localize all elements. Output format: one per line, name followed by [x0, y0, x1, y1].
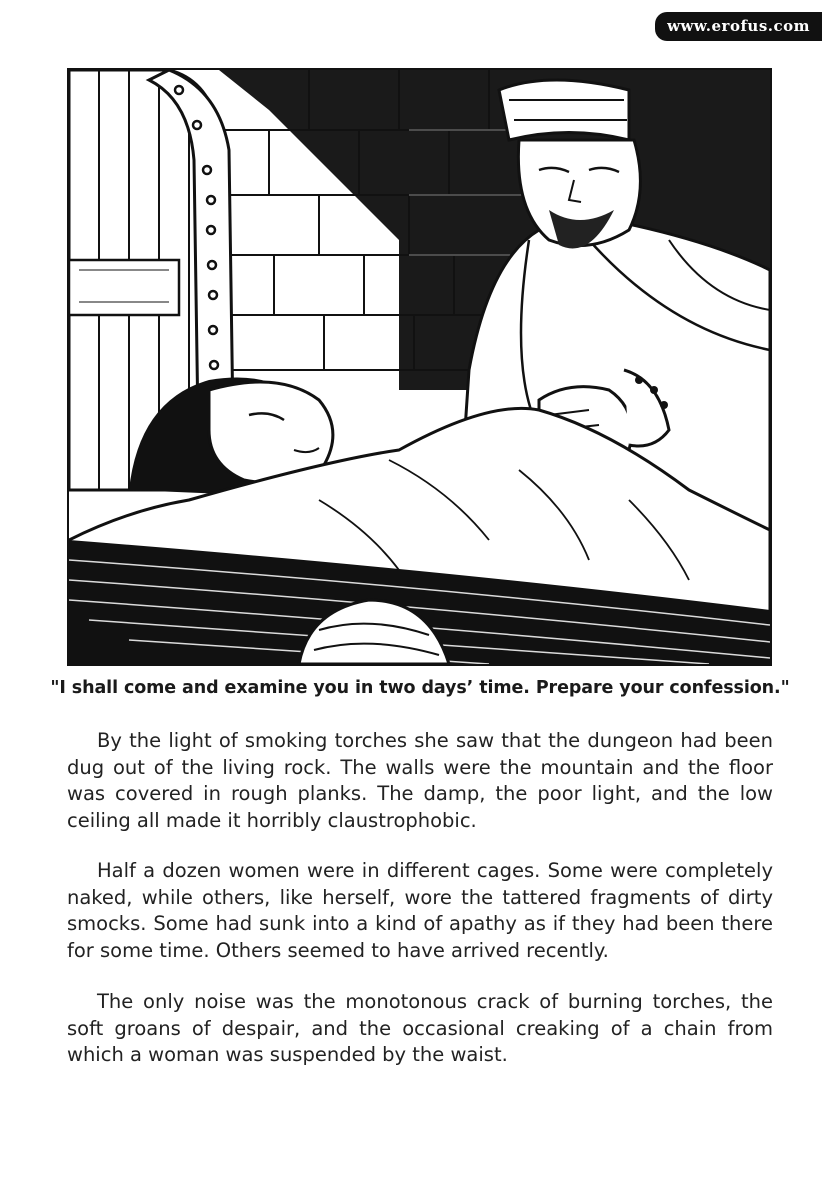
comic-panel-illustration — [67, 68, 772, 666]
story-paragraph: Half a dozen women were in different cages. Some were completely naked, while others, like herself, wore the tattered fragments of dirty smocks. Some had sunk into a kind of apathy as if they had been there for some time. Others seemed to have arrived recently. — [67, 859, 773, 962]
story-paragraph: The only noise was the monotonous crack of burning torches, the soft groans of despair, and the occasional creaking of a chain from which a woman was suspended by the waist. — [67, 990, 773, 1066]
story-paragraph: By the light of smoking torches she saw that the dungeon had been dug out of the living rock. The walls were the mountain and the floor was covered in rough planks. The damp, the poor light, and the low ceiling all made it horribly claustrophobic. — [67, 729, 773, 832]
watermark-badge: www.erofus.com — [655, 12, 822, 41]
panel-caption: "I shall come and examine you in two days’ time. Prepare your confession." — [50, 678, 790, 698]
